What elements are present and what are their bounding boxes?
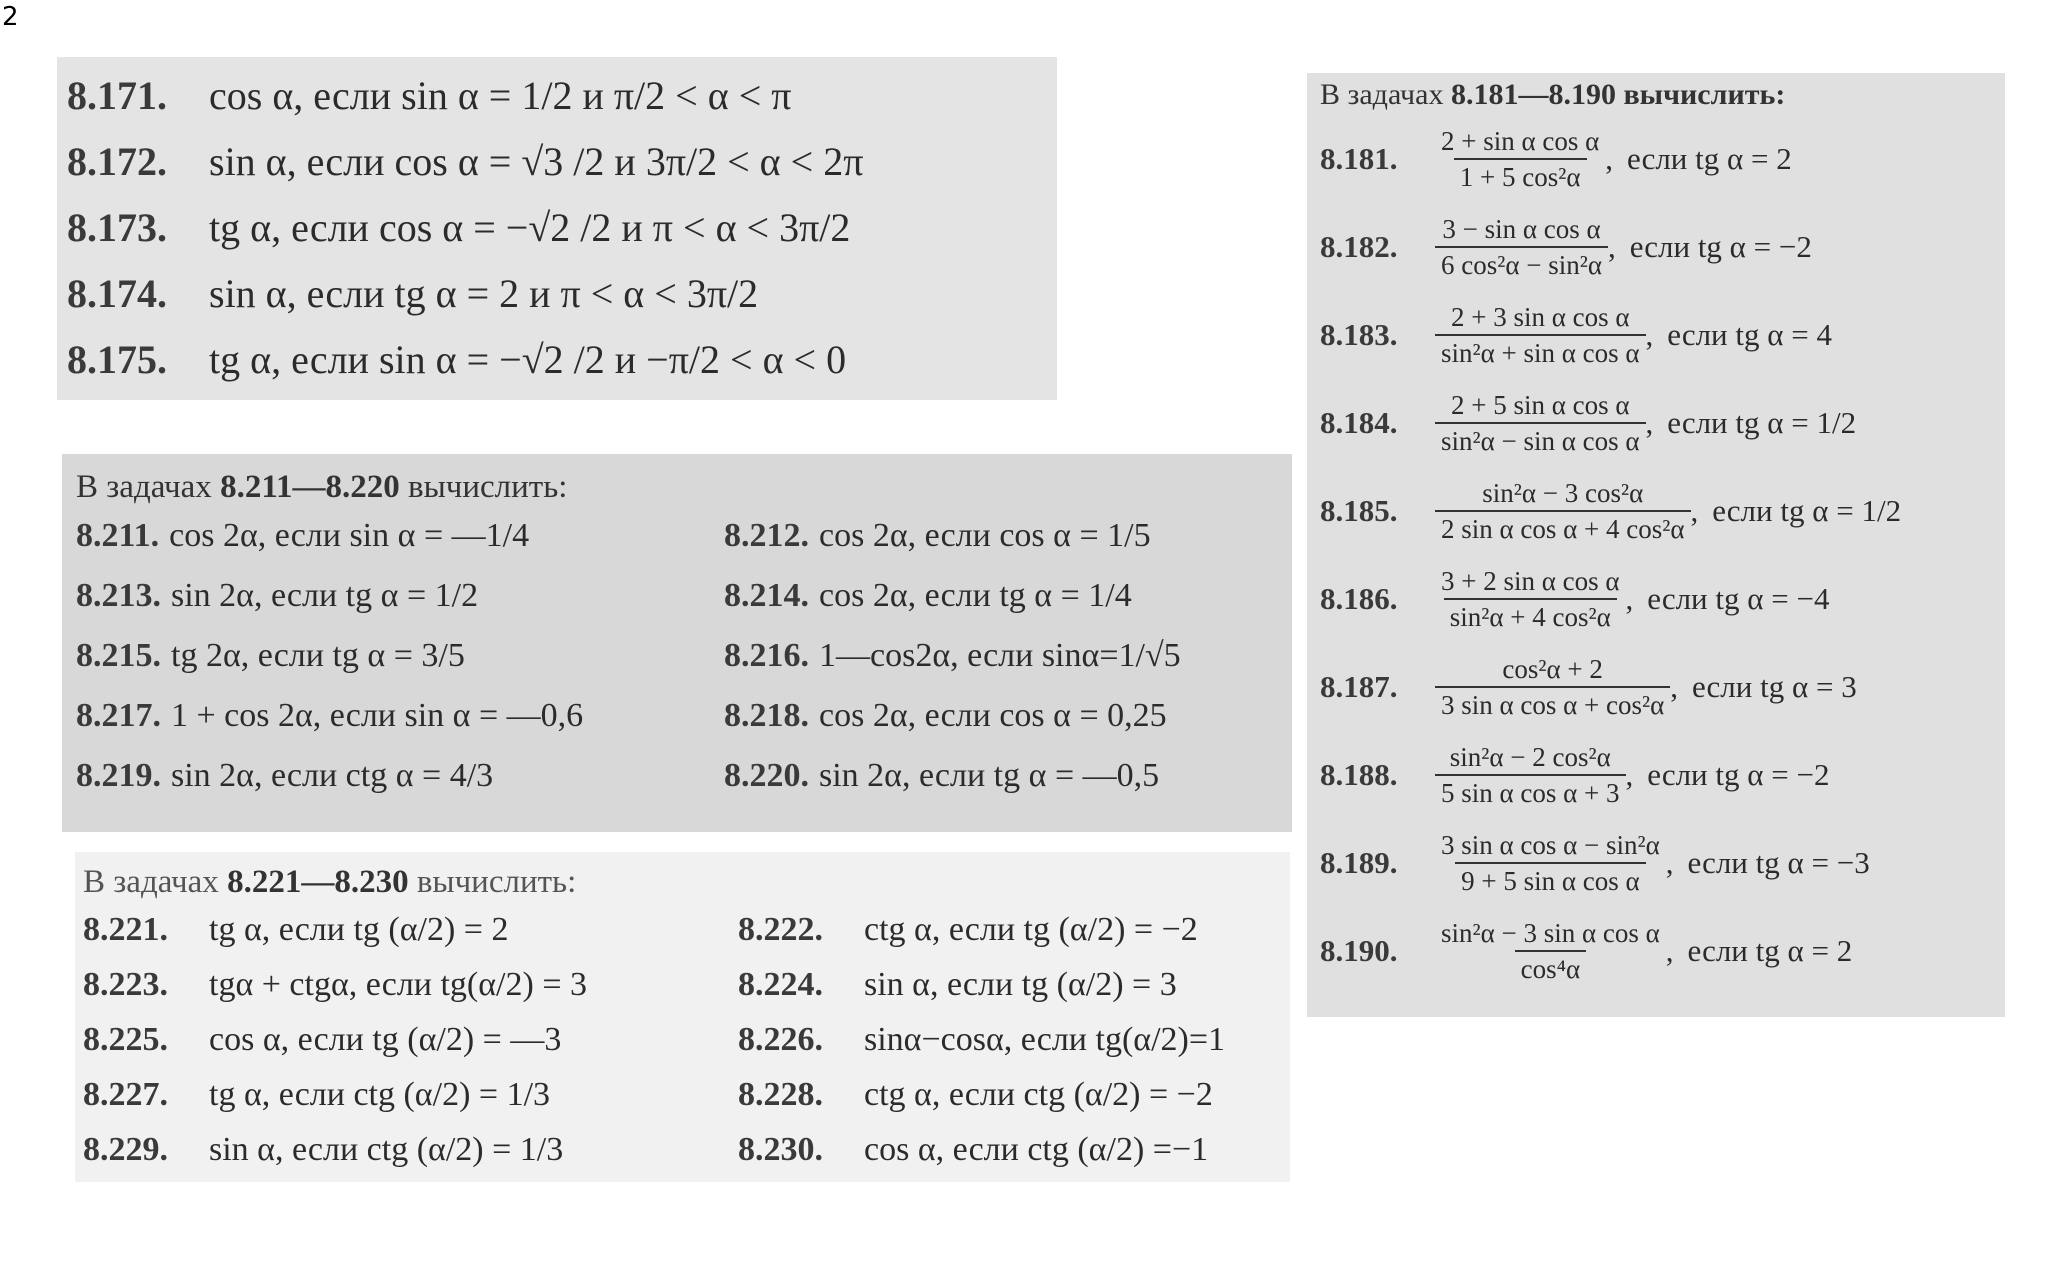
denominator: sin²α + sin α cos α xyxy=(1435,334,1646,370)
problem-item xyxy=(724,506,1284,566)
problem-number: 8.171. xyxy=(67,73,167,118)
problem-text: cos α, если tg (α/2) = —3 xyxy=(209,1020,562,1058)
problem-number: 8.228. xyxy=(738,1075,823,1113)
numerator: cos²α + 2 xyxy=(1502,654,1603,684)
problem-number: 8.224. xyxy=(738,965,823,1003)
problem-number: 8.218. xyxy=(724,697,809,734)
numerator: sin²α − 3 cos²α xyxy=(1482,478,1644,508)
problem-text: tgα + ctgα, если tg(α/2) = 3 xyxy=(209,965,588,1003)
problems-8-221-to-8-230 xyxy=(75,852,1290,1182)
problem-text: ctg α, если ctg (α/2) = −2 xyxy=(864,1075,1213,1113)
problem-row xyxy=(67,129,1057,195)
fraction xyxy=(1435,300,1646,370)
problem-grid xyxy=(83,902,1290,1177)
problem-text: cos 2α, если tg α = 1/4 xyxy=(819,577,1132,614)
problem-number: 8.186. xyxy=(1320,581,1398,616)
numerator: 2 + 3 sin α cos α xyxy=(1451,302,1630,332)
numerator: 3 − sin α cos α xyxy=(1442,214,1601,244)
numerator: sin²α − 2 cos²α xyxy=(1449,742,1611,772)
problem-text: sin α, если ctg (α/2) = 1/3 xyxy=(209,1130,564,1168)
problem-text: sin 2α, если tg α = 1/2 xyxy=(171,577,479,614)
heading-range: 8.211—8.220 xyxy=(220,469,400,505)
fraction-problem: 8.184. $\frac{\text{2 + 5 sin α cos α}}{\text{sin²α − sin α cos α}}$ , если tg α = 1/2 xyxy=(1320,390,1857,456)
problem-item xyxy=(738,902,1286,957)
fraction-problem: 8.182. $\frac{\text{3 − sin α cos α}}{\text{6 cos²α − sin²α}}$ , если tg α = −2 xyxy=(1320,214,1812,280)
denominator: 6 cos²α − sin²α xyxy=(1435,246,1608,282)
denominator: 3 sin α cos α + cos²α xyxy=(1435,686,1670,722)
block-heading xyxy=(76,468,1292,506)
condition: если tg α = 2 xyxy=(1687,933,1853,968)
problem-text: sin α, если cos α = √3 /2 и 3π/2 < α < 2π xyxy=(209,139,864,184)
problems-8-181-to-8-190 xyxy=(1307,73,2005,1017)
problems-8-171-to-8-175 xyxy=(57,57,1057,400)
problem-number: 8.230. xyxy=(738,1130,823,1168)
problem-item xyxy=(76,626,724,686)
problem-number: 8.184. xyxy=(1320,405,1398,440)
problem-number: 8.181. xyxy=(1320,141,1398,176)
problem-row xyxy=(67,261,1057,327)
problem-number: 8.222. xyxy=(738,910,823,948)
problem-text: cos α, если ctg (α/2) =−1 xyxy=(864,1130,1209,1168)
problem-item xyxy=(724,686,1284,746)
denominator: 9 + 5 sin α cos α xyxy=(1455,862,1646,898)
heading-range: 8.181—8.190 xyxy=(1450,78,1616,111)
fraction xyxy=(1435,212,1608,282)
condition: если tg α = −2 xyxy=(1629,229,1812,264)
fraction xyxy=(1435,740,1626,810)
problem-number: 8.214. xyxy=(724,577,809,614)
problem-text: tg α, если cos α = −√2 /2 и π < α < 3π/2 xyxy=(209,205,851,250)
problem-number: 8.213. xyxy=(76,577,161,614)
condition: если tg α = 1/2 xyxy=(1712,493,1902,528)
problem-number: 8.211. xyxy=(76,517,160,554)
heading-prefix: В задачах xyxy=(83,864,219,900)
problem-text: sin α, если tg α = 2 и π < α < 3π/2 xyxy=(209,271,759,316)
heading-range: 8.221—8.230 xyxy=(227,864,409,900)
fraction xyxy=(1435,564,1626,634)
problem-text: cos 2α, если cos α = 1/5 xyxy=(819,517,1151,554)
problem-number: 8.182. xyxy=(1320,229,1398,264)
page-number: 2 xyxy=(2,2,19,32)
problem-text: cos 2α, если cos α = 0,25 xyxy=(819,697,1167,734)
heading-prefix: В задачах xyxy=(76,469,212,505)
problem-number: 8.175. xyxy=(67,337,167,382)
heading-suffix: вычислить: xyxy=(1623,78,1786,111)
problem-number: 8.215. xyxy=(76,637,161,674)
denominator: 2 sin α cos α + 4 cos²α xyxy=(1435,510,1691,546)
denominator: sin²α − sin α cos α xyxy=(1435,422,1646,458)
problem-item xyxy=(83,902,738,957)
problem-item xyxy=(76,566,724,626)
problem-number: 8.220. xyxy=(724,757,809,794)
problem-text: tg 2α, если tg α = 3/5 xyxy=(171,637,465,674)
heading-prefix: В задачах xyxy=(1320,78,1444,111)
problem-text: cos α, если sin α = 1/2 и π/2 < α < π xyxy=(209,73,792,118)
problem-item xyxy=(83,1012,738,1067)
problem-text: tg α, если tg (α/2) = 2 xyxy=(209,910,509,948)
problem-text: sin 2α, если ctg α = 4/3 xyxy=(171,757,494,794)
problem-number: 8.229. xyxy=(83,1130,168,1168)
problem-number: 8.212. xyxy=(724,517,809,554)
problem-text: sin 2α, если tg α = —0,5 xyxy=(819,757,1160,794)
condition: если tg α = 3 xyxy=(1692,669,1857,704)
condition: если tg α = 1/2 xyxy=(1667,405,1857,440)
problem-number: 8.225. xyxy=(83,1020,168,1058)
problem-item xyxy=(738,1012,1286,1067)
problem-item xyxy=(738,1122,1286,1177)
problems-8-211-to-8-220 xyxy=(62,454,1292,832)
heading-suffix: вычислить: xyxy=(416,864,577,900)
problem-text: tg α, если ctg (α/2) = 1/3 xyxy=(209,1075,551,1113)
fraction-problem: 8.189. $\frac{\text{3 sin α cos α − sin²α}}{\text{9 + 5 sin α cos α}}$ , если tg α = −3 xyxy=(1320,830,1870,896)
problem-number: 8.183. xyxy=(1320,317,1398,352)
fraction xyxy=(1435,916,1666,986)
problem-row xyxy=(67,327,1057,393)
fraction xyxy=(1435,388,1646,458)
problem-item xyxy=(83,1067,738,1122)
fraction-problem: 8.181. $\frac{\text{2 + sin α cos α}}{\text{1 + 5 cos²α}}$ , если tg α = 2 xyxy=(1320,126,1792,192)
problem-number: 8.174. xyxy=(67,271,167,316)
fraction xyxy=(1435,124,1605,194)
problem-number: 8.190. xyxy=(1320,933,1398,968)
condition: если tg α = −4 xyxy=(1647,581,1830,616)
problem-text: sin α, если tg (α/2) = 3 xyxy=(864,965,1177,1003)
fraction-problem: 8.183. $\frac{\text{2 + 3 sin α cos α}}{\text{sin²α + sin α cos α}}$ , если tg α = 4 xyxy=(1320,302,1832,368)
problem-item xyxy=(724,566,1284,626)
fraction xyxy=(1435,828,1666,898)
heading-suffix: вычислить: xyxy=(408,469,568,505)
problem-text: tg α, если sin α = −√2 /2 и −π/2 < α < 0 xyxy=(209,337,847,382)
problem-item xyxy=(76,746,724,806)
denominator: cos⁴α xyxy=(1515,950,1587,986)
numerator: 3 sin α cos α − sin²α xyxy=(1441,830,1660,860)
problem-number: 8.226. xyxy=(738,1020,823,1058)
denominator: 5 sin α cos α + 3 xyxy=(1435,774,1626,810)
fraction-problem: 8.185. $\frac{\text{sin²α − 3 cos²α}}{\text{2 sin α cos α + 4 cos²α}}$ , если tg α = 1/2 xyxy=(1320,478,1902,544)
fraction-problem: 8.187. $\frac{\text{cos²α + 2}}{\text{3 sin α cos α + cos²α}}$ , если tg α = 3 xyxy=(1320,654,1857,720)
problem-number: 8.187. xyxy=(1320,669,1398,704)
problem-number: 8.216. xyxy=(724,637,809,674)
problem-number: 8.219. xyxy=(76,757,161,794)
problem-text: 1 + cos 2α, если sin α = —0,6 xyxy=(171,697,584,734)
problem-item xyxy=(738,957,1286,1012)
fraction-problem: 8.186. $\frac{\text{3 + 2 sin α cos α}}{\text{sin²α + 4 cos²α}}$ , если tg α = −4 xyxy=(1320,566,1830,632)
problem-number: 8.189. xyxy=(1320,845,1398,880)
condition: если tg α = −2 xyxy=(1647,757,1830,792)
condition: если tg α = −3 xyxy=(1687,845,1870,880)
problem-number: 8.221. xyxy=(83,910,168,948)
problem-number: 8.217. xyxy=(76,697,161,734)
problem-number: 8.172. xyxy=(67,139,167,184)
problem-text: ctg α, если tg (α/2) = −2 xyxy=(864,910,1198,948)
numerator: 2 + 5 sin α cos α xyxy=(1451,390,1630,420)
condition: если tg α = 4 xyxy=(1667,317,1832,352)
numerator: 2 + sin α cos α xyxy=(1441,126,1600,156)
problem-grid xyxy=(76,506,1292,806)
problem-number: 8.185. xyxy=(1320,493,1398,528)
problem-item xyxy=(76,506,724,566)
fraction-problem: 8.188. $\frac{\text{sin²α − 2 cos²α}}{\text{5 sin α cos α + 3}}$ , если tg α = −2 xyxy=(1320,742,1830,808)
fraction-problem: 8.190. $\frac{\text{sin²α − 3 sin α cos α}}{\text{cos⁴α}}$ , если tg α = 2 xyxy=(1320,918,1853,984)
problem-item xyxy=(724,626,1284,686)
problem-text: cos 2α, если sin α = —1/4 xyxy=(169,517,530,554)
numerator: 3 + 2 sin α cos α xyxy=(1441,566,1620,596)
block-heading xyxy=(1320,75,2005,115)
problem-row xyxy=(67,63,1057,129)
fraction xyxy=(1435,652,1670,722)
problem-number: 8.188. xyxy=(1320,757,1398,792)
problem-number: 8.223. xyxy=(83,965,168,1003)
denominator: 1 + 5 cos²α xyxy=(1454,158,1587,194)
problem-text: sinα−cosα, если tg(α/2)=1 xyxy=(864,1020,1226,1058)
problem-item xyxy=(738,1067,1286,1122)
problem-row xyxy=(67,195,1057,261)
problem-item xyxy=(83,1122,738,1177)
problem-number: 8.173. xyxy=(67,205,167,250)
block-heading xyxy=(83,862,1290,902)
problem-item xyxy=(83,957,738,1012)
condition: если tg α = 2 xyxy=(1627,141,1792,176)
problem-number: 8.227. xyxy=(83,1075,168,1113)
numerator: sin²α − 3 sin α cos α xyxy=(1441,918,1660,948)
problem-item xyxy=(724,746,1284,806)
denominator: sin²α + 4 cos²α xyxy=(1444,598,1617,634)
fraction xyxy=(1435,476,1691,546)
problem-text: 1—cos2α, если sinα=1/√5 xyxy=(819,637,1181,674)
problem-item xyxy=(76,686,724,746)
